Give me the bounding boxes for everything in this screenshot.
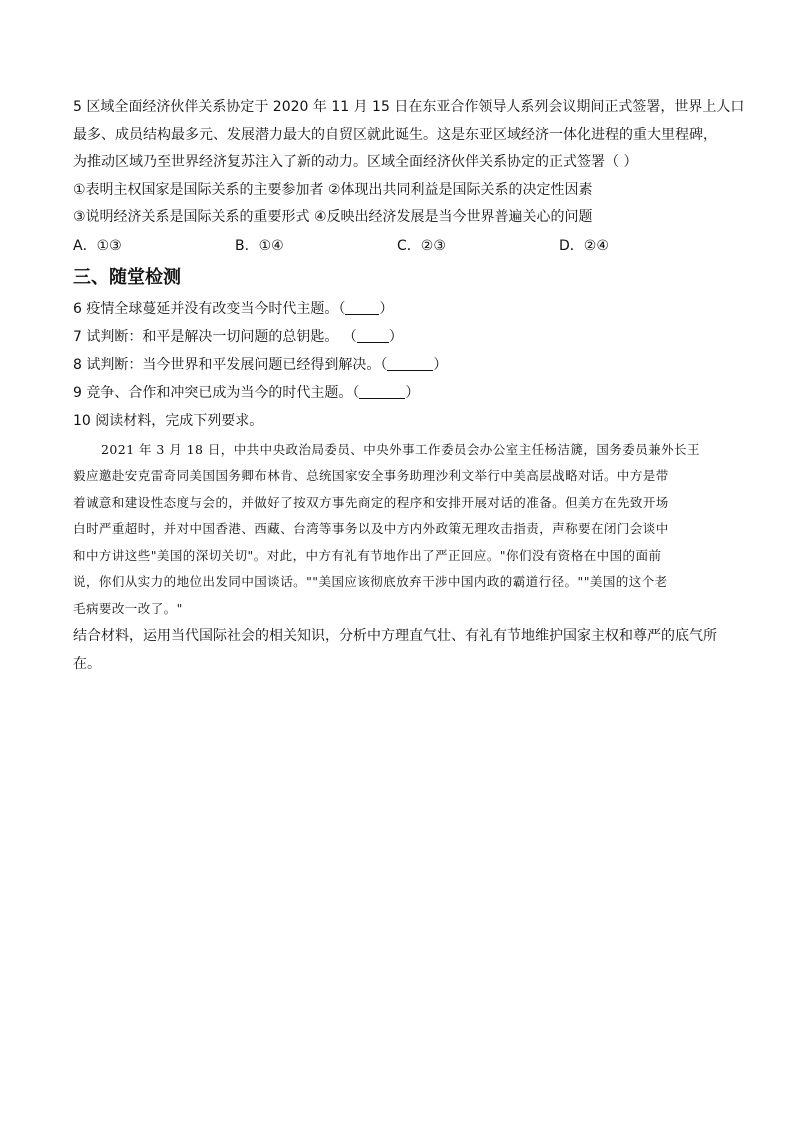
question-7-close: ） — [388, 328, 403, 345]
document-content — [73, 94, 745, 678]
question-10: 10 阅读材料，完成下列要求。 — [73, 412, 264, 429]
option-d[interactable]: D．②④ — [559, 237, 609, 254]
option-a[interactable]: A．①③ — [73, 237, 122, 254]
question-5-line-2: 最多、成员结构最多元、发展潜力最大的自贸区就此诞生。这是东亚区域经济一体化进程的重大里程碑， — [73, 126, 717, 143]
question-5-options — [73, 232, 733, 260]
question-5-line-1: 5 区域全面经济伙伴关系协定于 2020 年 11 月 15 日在东亚合作领导人系列会议期间正式签署，世界上人口 — [73, 99, 745, 115]
question-9-close: ） — [405, 384, 420, 401]
answer-blank-9[interactable] — [359, 383, 405, 399]
material-line-7: 毛病要改一改了。" — [73, 600, 183, 616]
question-6-close: ） — [379, 300, 394, 317]
question-7 — [73, 323, 733, 351]
option-b[interactable]: B．①④ — [235, 237, 284, 254]
question-6-text: 6 疫情全球蔓延并没有改变当今时代主题。（ — [73, 300, 346, 317]
material-line-5: 和中方讲这些"美国的深切关切"。对此，中方有礼有节地作出了严正回应。"你们没有资格在中国的面前 — [73, 547, 662, 563]
section-heading: 三、随堂检测 — [73, 266, 181, 288]
material-line-2: 毅应邀赴安克雷奇同美国国务卿布林肯、总统国家安全事务助理沙利文举行中美高层战略对话。中方是带 — [73, 468, 669, 483]
analysis-line-1: 结合材料，运用当代国际社会的相关知识，分析中方理直气壮、有礼有节地维护国家主权和尊严的底气所 — [73, 628, 717, 644]
question-5-statements-1-2: ①表明主权国家是国际关系的主要参加者 ②体现出共同利益是国际关系的决定性因素 — [73, 181, 593, 198]
material-line-6: 说，你们从实力的地位出发同中国谈话。""美国应该彻底放弃干涉中国内政的霸道行径。""美国的这个老 — [73, 574, 668, 589]
question-6 — [73, 295, 733, 323]
question-8 — [73, 351, 733, 379]
analysis-line-2: 在。 — [73, 656, 101, 672]
option-c[interactable]: C．②③ — [397, 237, 446, 254]
question-5-line-3: 为推动区域乃至世界经济复苏注入了新的动力。区域全面经济伙伴关系协定的正式签署（ ） — [73, 154, 638, 170]
reading-material — [73, 437, 733, 623]
answer-blank-6[interactable] — [345, 299, 379, 315]
question-5-statements-3-4: ③说明经济关系是国际关系的重要形式 ④反映出经济发展是当今世界普遍关心的问题 — [73, 209, 593, 225]
question-7-text: 7 试判断：和平是解决一切问题的总钥匙。 （ — [73, 328, 357, 345]
material-line-3: 着诚意和建设性态度与会的，并做好了按双方事先商定的程序和安排开展对话的准备。但美方在先致开场 — [73, 494, 669, 510]
material-line-4: 白时严重超时，并对中国香港、西藏、台湾等事务以及中方内外政策无理攻击指责，声称要在闭门会谈中 — [73, 521, 669, 536]
question-8-close: ） — [433, 356, 448, 373]
answer-blank-8[interactable] — [387, 355, 433, 371]
material-line-1: 2021 年 3 月 18 日，中共中央政治局委员、中央外事工作委员会办公室主任杨洁篪，国务委员兼外长王 — [101, 441, 700, 457]
question-5 — [73, 94, 745, 260]
analysis-prompt — [73, 622, 733, 678]
question-8-text: 8 试判断：当今世界和平发展问题已经得到解决。（ — [73, 356, 388, 373]
answer-blank-7[interactable] — [357, 327, 389, 343]
question-9-text: 9 竞争、合作和冲突已成为当今的时代主题。（ — [73, 384, 360, 401]
question-9 — [73, 379, 733, 407]
